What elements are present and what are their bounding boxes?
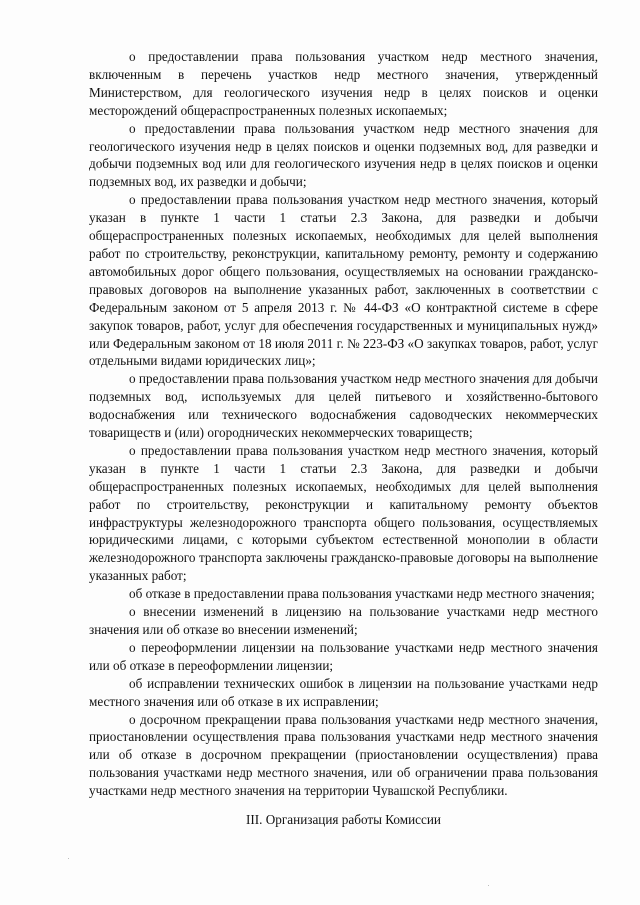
paragraph-license-reissue: о переоформлении лицензии на пользование участками недр местного значения или об отказе в переоформлении лицензии; [89, 639, 598, 673]
paragraph-technical-errors: об исправлении технических ошибок в лицензии на пользование участками недр местного значения или об отказе в их исправлении; [89, 675, 598, 709]
scan-speck [68, 858, 69, 859]
paragraph-road-construction-minerals: о предоставлении права пользования участком недр местного значения, который указан в пункте 1 части 1 статьи 2.3 Закона, для разведки и добычи общераспространенных полезных ископаемых, необходимых для целей выполнения работ по строительству, реконструкции, капитальному ремонту, ремонту и содержанию автомобильных дорог общего пользования, осуществляемых на основании гражданско-правовых договоров на выполнение указанных работ, заключенных в соответствии с Федеральным законом от 5 апреля 2013 г. № 44-ФЗ «О контрактной системе в сфере закупок товаров, работ, услуг для обеспечения государственных и муниципальных нужд» или Федеральным законом от 18 июля 2011 г. № 223-ФЗ «О закупках товаров, работ, услуг отдельными видами юридических лиц»; [89, 192, 598, 369]
document-body [89, 48, 598, 800]
paragraph-railway-construction-minerals: о предоставлении права пользования участком недр местного значения, который указан в пункте 1 части 1 статьи 2.3 Закона, для разведки и добычи общераспространенных полезных ископаемых, необходимых для целей выполнения работ по строительству, реконструкции и капитальному ремонту объектов инфраструктуры железнодорожного транспорта общего пользования, осуществляемых юридическими лицами, с которыми субъектом естественной монополии в области железнодорожного транспорта заключены гражданско-правовые договоры на выполнение указанных работ; [89, 442, 598, 584]
paragraph-groundwater-gardening: о предоставлении права пользования участком недр местного значения для добычи подземных вод, используемых для целей питьевого и хозяйственно-бытового водоснабжения или технического водоснабжения садоводческих некоммерческих товариществ и (или) огороднических некоммерческих товариществ; [89, 371, 598, 441]
section-heading: III. Организация работы Комиссии [245, 812, 441, 827]
paragraph-geological-study-common-minerals: о предоставлении права пользования участком недр местного значения, включенным в перечень участков недр местного значения, утвержденный Министерством, для геологического изучения недр в целях поисков и оценки месторождений общераспространенных полезных ископаемых; [89, 49, 598, 118]
scan-speck [488, 885, 489, 886]
paragraph-early-termination: о досрочном прекращении права пользования участками недр местного значения, приостановлении осуществления права пользования участками недр местного значения или об отказе в досрочном прекращении (приостановлении осуществления) права пользования участками недр местного значения, или об ограничении права пользования участками недр местного значения на территории Чувашской Республики. [89, 711, 598, 799]
paragraph-refusal-of-right: об отказе в предоставлении права пользования участками недр местного значения; [129, 586, 595, 602]
paragraph-groundwater-study: о предоставлении права пользования участком недр местного значения для геологического изучения недр в целях поисков и оценки подземных вод, для разведки и добычи подземных вод или для геологического изучения недр в целях поисков и оценки подземных вод, их разведки и добычи; [89, 120, 598, 190]
paragraph-license-amendments: о внесении изменений в лицензию на пользование участками недр местного значения или об отказе во внесении изменений; [89, 604, 598, 637]
